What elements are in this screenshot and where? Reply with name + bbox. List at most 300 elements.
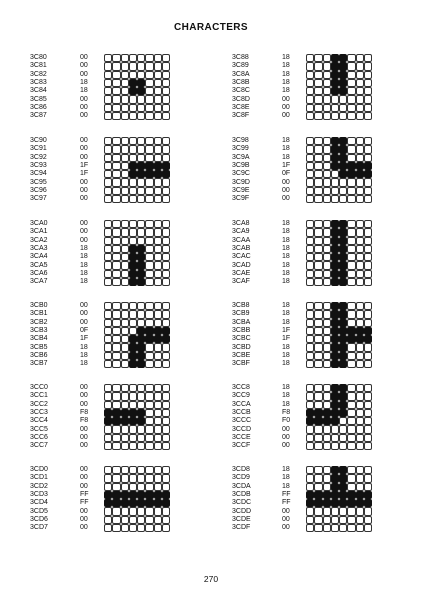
- pixel-off: [347, 112, 355, 120]
- pixel-off: [314, 327, 322, 335]
- pixel-on: [314, 417, 322, 425]
- address-label: 3CDC: [232, 499, 252, 507]
- pixel-off: [137, 507, 145, 515]
- pixel-off: [112, 524, 120, 532]
- pixel-off: [314, 278, 322, 286]
- pixel-off: [129, 62, 137, 70]
- pixel-off: [356, 228, 364, 236]
- pixel-off: [339, 178, 347, 186]
- pixel-off: [154, 392, 162, 400]
- hex-value: 00: [80, 95, 88, 103]
- hex-value: 1F: [80, 335, 89, 343]
- pixel-off: [145, 253, 153, 261]
- pixel-off: [323, 310, 331, 318]
- pixel-on: [331, 79, 339, 87]
- pixel-on: [137, 162, 145, 170]
- address-label: 3C96: [30, 186, 47, 194]
- address-label: 3CAC: [232, 253, 251, 261]
- pixel-off: [137, 104, 145, 112]
- pixel-off: [137, 154, 145, 162]
- pixel-off: [162, 434, 170, 442]
- pixel-off: [306, 360, 314, 368]
- pixel-off: [347, 425, 355, 433]
- pixel-off: [314, 228, 322, 236]
- pixel-off: [137, 474, 145, 482]
- pixel-off: [356, 261, 364, 269]
- pixel-on: [364, 499, 372, 507]
- hex-value: 00: [80, 302, 88, 309]
- address-label: 3C87: [30, 112, 47, 120]
- pixel-off: [104, 310, 112, 318]
- address-label: 3C8B: [232, 78, 250, 86]
- pixel-off: [154, 384, 162, 392]
- pixel-off: [323, 302, 331, 310]
- bitmap-grid: [104, 137, 170, 203]
- pixel-on: [137, 499, 145, 507]
- pixel-off: [306, 195, 314, 203]
- pixel-off: [162, 220, 170, 228]
- pixel-off: [323, 425, 331, 433]
- pixel-off: [339, 195, 347, 203]
- pixel-off: [331, 524, 339, 532]
- pixel-on: [154, 327, 162, 335]
- pixel-off: [137, 516, 145, 524]
- pixel-off: [154, 104, 162, 112]
- pixel-off: [121, 261, 129, 269]
- pixel-off: [364, 245, 372, 253]
- pixel-off: [323, 442, 331, 450]
- pixel-off: [323, 104, 331, 112]
- pixel-off: [104, 245, 112, 253]
- pixel-off: [112, 145, 120, 153]
- pixel-off: [112, 343, 120, 351]
- pixel-off: [323, 154, 331, 162]
- address-label: 3CC6: [30, 433, 48, 441]
- pixel-off: [306, 245, 314, 253]
- address-label: 3CDA: [232, 482, 251, 490]
- pixel-off: [104, 62, 112, 70]
- pixel-off: [162, 425, 170, 433]
- hex-value: 00: [282, 515, 290, 523]
- pixel-off: [121, 237, 129, 245]
- pixel-off: [121, 392, 129, 400]
- pixel-on: [331, 253, 339, 261]
- pixel-on: [154, 335, 162, 343]
- address-label: 3CCA: [232, 400, 251, 408]
- pixel-off: [154, 409, 162, 417]
- hex-value: 00: [80, 384, 88, 391]
- pixel-off: [154, 145, 162, 153]
- pixel-on: [331, 310, 339, 318]
- pixel-off: [323, 145, 331, 153]
- pixel-off: [104, 95, 112, 103]
- pixel-on: [339, 54, 347, 62]
- hex-value: F8: [80, 408, 89, 416]
- pixel-off: [154, 237, 162, 245]
- pixel-on: [339, 71, 347, 79]
- pixel-off: [162, 343, 170, 351]
- pixel-on: [145, 162, 153, 170]
- pixel-on: [162, 327, 170, 335]
- pixel-off: [121, 137, 129, 145]
- pixel-off: [162, 417, 170, 425]
- pixel-off: [112, 137, 120, 145]
- pixel-on: [129, 343, 137, 351]
- pixel-on: [121, 499, 129, 507]
- hex-value: 0F: [80, 326, 89, 334]
- pixel-off: [306, 228, 314, 236]
- pixel-off: [162, 507, 170, 515]
- hex-value: 18: [282, 384, 290, 391]
- pixel-on: [364, 327, 372, 335]
- pixel-off: [306, 278, 314, 286]
- pixel-off: [112, 245, 120, 253]
- address-label: 3CB7: [30, 360, 48, 368]
- pixel-off: [154, 228, 162, 236]
- pixel-off: [364, 384, 372, 392]
- pixel-on: [331, 302, 339, 310]
- hex-value: 18: [282, 236, 290, 244]
- pixel-off: [162, 352, 170, 360]
- pixel-off: [154, 352, 162, 360]
- pixel-on: [331, 319, 339, 327]
- pixel-on: [331, 162, 339, 170]
- pixel-off: [306, 401, 314, 409]
- hex-value: 00: [282, 425, 290, 433]
- pixel-off: [121, 343, 129, 351]
- address-label: 3C8A: [232, 70, 250, 78]
- pixel-off: [129, 392, 137, 400]
- hex-value: 00: [80, 195, 88, 203]
- pixel-off: [162, 79, 170, 87]
- pixel-off: [323, 79, 331, 87]
- pixel-off: [306, 95, 314, 103]
- pixel-off: [154, 79, 162, 87]
- pixel-on: [347, 170, 355, 178]
- pixel-on: [347, 491, 355, 499]
- pixel-off: [347, 417, 355, 425]
- pixel-off: [356, 187, 364, 195]
- pixel-off: [112, 483, 120, 491]
- pixel-off: [121, 228, 129, 236]
- pixel-off: [314, 104, 322, 112]
- address-label: 3CC3: [30, 408, 48, 416]
- pixel-off: [154, 466, 162, 474]
- pixel-off: [104, 392, 112, 400]
- pixel-off: [306, 310, 314, 318]
- pixel-on: [331, 137, 339, 145]
- hex-value: 18: [282, 392, 290, 400]
- pixel-off: [112, 327, 120, 335]
- pixel-off: [347, 270, 355, 278]
- character-block: [30, 54, 230, 126]
- pixel-off: [364, 220, 372, 228]
- pixel-off: [145, 302, 153, 310]
- pixel-off: [323, 507, 331, 515]
- pixel-off: [364, 87, 372, 95]
- bitmap-grid: [306, 54, 372, 120]
- pixel-off: [129, 483, 137, 491]
- pixel-off: [112, 335, 120, 343]
- address-label: 3CBD: [232, 343, 251, 351]
- address-label: 3C99: [232, 145, 249, 153]
- pixel-off: [121, 245, 129, 253]
- pixel-off: [145, 237, 153, 245]
- pixel-off: [356, 343, 364, 351]
- hex-value: 00: [80, 318, 88, 326]
- pixel-off: [154, 253, 162, 261]
- bitmap-grid: [306, 302, 372, 368]
- pixel-off: [347, 442, 355, 450]
- pixel-off: [314, 220, 322, 228]
- pixel-off: [104, 79, 112, 87]
- pixel-on: [331, 352, 339, 360]
- pixel-on: [331, 54, 339, 62]
- pixel-off: [347, 137, 355, 145]
- pixel-off: [323, 352, 331, 360]
- address-label: 3C9D: [232, 178, 250, 186]
- pixel-off: [137, 187, 145, 195]
- pixel-off: [314, 154, 322, 162]
- address-label: 3C9B: [232, 161, 250, 169]
- pixel-off: [145, 310, 153, 318]
- pixel-on: [339, 245, 347, 253]
- pixel-off: [356, 137, 364, 145]
- hex-value: 18: [282, 261, 290, 269]
- pixel-on: [129, 335, 137, 343]
- pixel-on: [145, 491, 153, 499]
- pixel-off: [137, 466, 145, 474]
- pixel-off: [154, 112, 162, 120]
- pixel-off: [364, 137, 372, 145]
- pixel-off: [154, 270, 162, 278]
- pixel-on: [339, 145, 347, 153]
- pixel-on: [331, 417, 339, 425]
- hex-value: 00: [80, 466, 88, 473]
- pixel-off: [112, 253, 120, 261]
- pixel-on: [323, 417, 331, 425]
- pixel-on: [129, 417, 137, 425]
- pixel-off: [323, 278, 331, 286]
- pixel-off: [121, 384, 129, 392]
- pixel-off: [339, 425, 347, 433]
- pixel-off: [162, 187, 170, 195]
- address-label: 3CBC: [232, 335, 251, 343]
- address-label: 3CAB: [232, 244, 251, 252]
- pixel-off: [162, 54, 170, 62]
- pixel-on: [162, 499, 170, 507]
- pixel-off: [323, 516, 331, 524]
- pixel-off: [306, 302, 314, 310]
- pixel-off: [314, 384, 322, 392]
- pixel-off: [104, 352, 112, 360]
- pixel-off: [364, 507, 372, 515]
- pixel-on: [162, 491, 170, 499]
- pixel-on: [331, 261, 339, 269]
- pixel-on: [331, 384, 339, 392]
- pixel-off: [306, 62, 314, 70]
- pixel-off: [112, 162, 120, 170]
- address-label: 3C98: [232, 137, 249, 144]
- pixel-on: [331, 71, 339, 79]
- pixel-on: [347, 162, 355, 170]
- hex-value: 00: [282, 186, 290, 194]
- pixel-off: [306, 170, 314, 178]
- pixel-off: [314, 187, 322, 195]
- pixel-off: [356, 245, 364, 253]
- pixel-off: [104, 343, 112, 351]
- pixel-off: [356, 220, 364, 228]
- pixel-on: [129, 245, 137, 253]
- pixel-off: [145, 278, 153, 286]
- pixel-off: [347, 62, 355, 70]
- address-label: 3CBE: [232, 351, 251, 359]
- bitmap-grid: [306, 466, 372, 532]
- pixel-off: [364, 409, 372, 417]
- address-label: 3C86: [30, 103, 47, 111]
- pixel-off: [314, 95, 322, 103]
- character-block: [30, 384, 230, 456]
- address-label: 3C9C: [232, 170, 250, 178]
- pixel-off: [104, 195, 112, 203]
- pixel-off: [154, 154, 162, 162]
- pixel-off: [356, 54, 364, 62]
- pixel-off: [104, 483, 112, 491]
- hex-value: 18: [80, 278, 88, 286]
- pixel-off: [145, 474, 153, 482]
- pixel-off: [339, 434, 347, 442]
- address-label: 3CD3: [30, 490, 48, 498]
- pixel-off: [331, 425, 339, 433]
- pixel-off: [112, 170, 120, 178]
- hex-value: 18: [282, 62, 290, 70]
- pixel-off: [331, 112, 339, 120]
- pixel-off: [364, 237, 372, 245]
- pixel-off: [112, 220, 120, 228]
- pixel-off: [162, 245, 170, 253]
- hex-value: 18: [282, 145, 290, 153]
- pixel-off: [112, 474, 120, 482]
- pixel-off: [364, 425, 372, 433]
- address-label: 3CB3: [30, 326, 48, 334]
- hex-value: 00: [80, 515, 88, 523]
- pixel-off: [356, 401, 364, 409]
- pixel-on: [145, 499, 153, 507]
- pixel-off: [314, 310, 322, 318]
- pixel-off: [323, 343, 331, 351]
- pixel-on: [339, 87, 347, 95]
- pixel-off: [162, 442, 170, 450]
- pixel-on: [331, 409, 339, 417]
- pixel-off: [364, 401, 372, 409]
- pixel-off: [104, 442, 112, 450]
- pixel-off: [364, 228, 372, 236]
- pixel-off: [306, 434, 314, 442]
- hex-value: 00: [80, 524, 88, 532]
- pixel-on: [314, 499, 322, 507]
- pixel-on: [339, 270, 347, 278]
- pixel-off: [121, 104, 129, 112]
- hex-value: 00: [80, 186, 88, 194]
- pixel-off: [356, 352, 364, 360]
- pixel-off: [154, 54, 162, 62]
- hex-value: FF: [282, 499, 291, 507]
- pixel-off: [145, 187, 153, 195]
- pixel-off: [323, 95, 331, 103]
- pixel-off: [356, 507, 364, 515]
- pixel-on: [137, 360, 145, 368]
- address-label: 3CA9: [232, 228, 250, 236]
- pixel-off: [104, 401, 112, 409]
- pixel-off: [356, 154, 364, 162]
- hex-value: 00: [80, 54, 88, 61]
- pixel-off: [145, 71, 153, 79]
- address-label: 3C80: [30, 54, 47, 61]
- pixel-on: [356, 327, 364, 335]
- hex-value: 18: [80, 244, 88, 252]
- hex-value: 18: [282, 360, 290, 368]
- pixel-off: [356, 87, 364, 95]
- pixel-on: [347, 327, 355, 335]
- pixel-off: [121, 507, 129, 515]
- pixel-off: [347, 384, 355, 392]
- pixel-off: [323, 195, 331, 203]
- address-label: 3CCF: [232, 442, 251, 450]
- pixel-off: [364, 145, 372, 153]
- pixel-on: [339, 162, 347, 170]
- pixel-off: [112, 442, 120, 450]
- pixel-on: [339, 137, 347, 145]
- pixel-off: [154, 310, 162, 318]
- pixel-off: [121, 95, 129, 103]
- pixel-off: [347, 524, 355, 532]
- character-block: [30, 466, 230, 538]
- pixel-off: [347, 319, 355, 327]
- pixel-off: [162, 360, 170, 368]
- pixel-off: [112, 228, 120, 236]
- pixel-on: [129, 352, 137, 360]
- pixel-off: [306, 154, 314, 162]
- hex-value: 1F: [282, 326, 291, 334]
- pixel-off: [314, 335, 322, 343]
- pixel-off: [323, 62, 331, 70]
- hex-value: 00: [282, 433, 290, 441]
- pixel-off: [104, 71, 112, 79]
- pixel-on: [154, 162, 162, 170]
- pixel-on: [129, 170, 137, 178]
- pixel-on: [162, 162, 170, 170]
- pixel-on: [129, 360, 137, 368]
- pixel-off: [364, 466, 372, 474]
- pixel-on: [323, 409, 331, 417]
- pixel-off: [154, 507, 162, 515]
- pixel-off: [306, 343, 314, 351]
- address-label: 3CBB: [232, 326, 251, 334]
- pixel-off: [306, 187, 314, 195]
- pixel-off: [356, 278, 364, 286]
- pixel-off: [306, 220, 314, 228]
- pixel-off: [314, 507, 322, 515]
- pixel-off: [162, 71, 170, 79]
- pixel-off: [306, 112, 314, 120]
- pixel-off: [137, 442, 145, 450]
- pixel-on: [145, 327, 153, 335]
- pixel-off: [347, 87, 355, 95]
- hex-value: 18: [282, 54, 290, 61]
- pixel-off: [314, 516, 322, 524]
- pixel-off: [145, 409, 153, 417]
- pixel-off: [331, 442, 339, 450]
